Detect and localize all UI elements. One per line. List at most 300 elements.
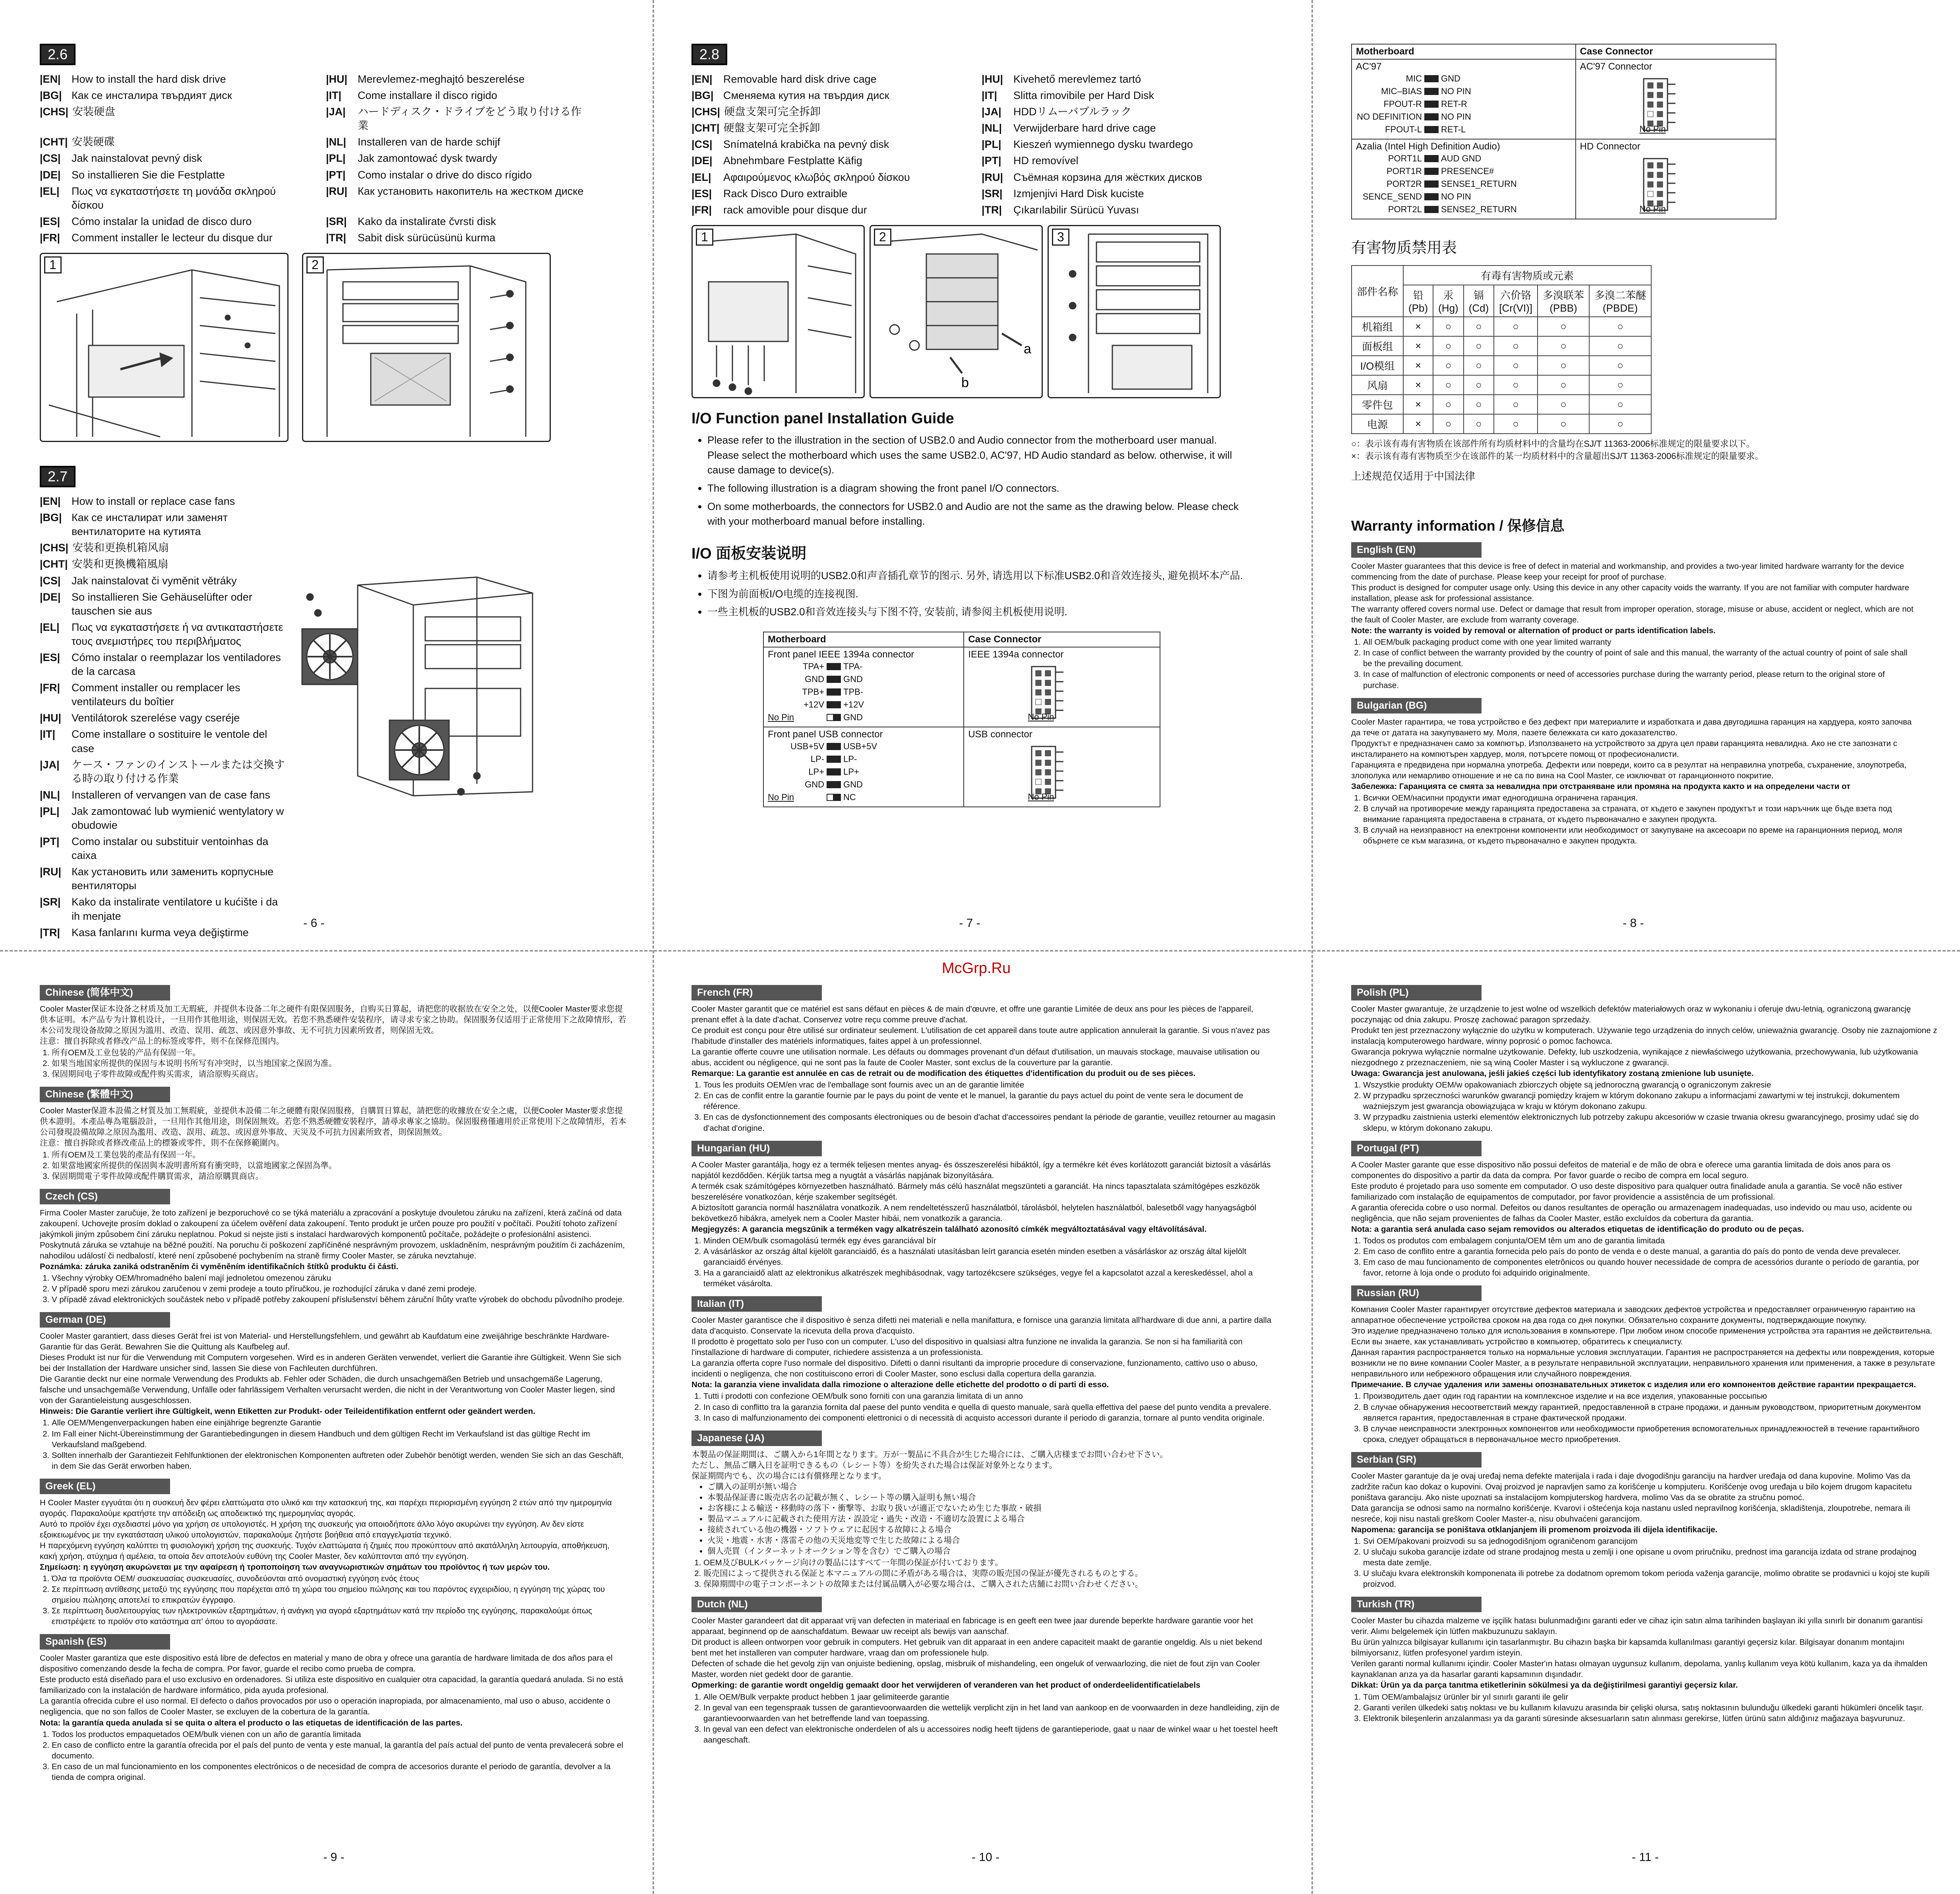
page-9 bbox=[40, 978, 628, 1876]
column-group-header: 有毒有害物质或元素 bbox=[1403, 266, 1651, 285]
warranty-list-item: 1. Tutti i prodotti con confezione OEM/bulk sono forniti con una garanzia limitata di un anno bbox=[703, 1391, 1280, 1402]
lang-label: Kako da instalirate čvrsti disk bbox=[358, 215, 496, 227]
pin-row bbox=[758, 753, 834, 766]
pin-row bbox=[1356, 98, 1431, 110]
warranty-list-item: 2. В случае обнаружения несоответствий между гарантией, предоставленной в стране продажи, и данным руководством, приоритетным документом является гарантия, предоставленная в стране фактической продажи. bbox=[1363, 1402, 1939, 1423]
cell-1394-mb bbox=[763, 647, 964, 727]
lang-item bbox=[40, 681, 286, 709]
warranty-list bbox=[691, 1235, 1280, 1289]
warranty-note: Σημείωση: η εγγύηση ακυρώνεται με την αφαίρεση ή τροποποίηση των αναγνωριστικών σημάτων του προϊόντος ή των μερών του. bbox=[40, 1562, 550, 1572]
pin-icon bbox=[1431, 168, 1439, 175]
warranty-paragraph: 注意：擅自拆除或者修改产品上的标签或零件，则不在保修范围内。 bbox=[40, 1037, 284, 1046]
warranty-paragraph: Verilen garanti normal kullanımı içindir. Cooler Master'ın hatası olmayan uygunsuz kullanım, depolama, yanlış kullanım veya kötü kullanım, kaza ya da ihmalden kaynaklanan arıza ya da hasarlar garanti kapsamının dışındadır. bbox=[1351, 1659, 1927, 1679]
table-cell: ○ bbox=[1464, 336, 1494, 356]
warranty-list bbox=[1351, 1080, 1939, 1133]
pin-label: GND bbox=[1441, 74, 1460, 84]
warranty-bg bbox=[1351, 698, 1915, 847]
no-pin-label: No Pin bbox=[768, 712, 794, 723]
pin-label: GND bbox=[843, 674, 863, 684]
warranty-list-item: 2. En caso de conflicto entre la garantía ofrecida por el país del punto de venta y este manual, la garantía del país actual del punto de venta prevalecerá sobre el documento. bbox=[52, 1740, 628, 1761]
warranty-list-item: 2. V případě sporu mezi zárukou zaručenou v zemi prodeje a touto příručkou, je rozhodující záruka v dané zemi prodeje. bbox=[52, 1283, 628, 1294]
case-plug bbox=[1024, 663, 1111, 722]
lang-label: Rack Disco Duro extraible bbox=[723, 187, 848, 200]
lang-label: Сменяема кутия на твърдия диск bbox=[723, 89, 889, 102]
warranty-list-item: 2. Im Fall einer Nicht-Übereinstimmung der Garantiebedingungen in diesem Handbuch und dem gültigen Recht im Verkaufsland ist das gültige Recht im Verkaufsland maßgebend. bbox=[52, 1429, 628, 1450]
warranty-el bbox=[40, 1479, 628, 1627]
warranty-paragraph: Η Cooler Master εγγυάται ότι η συσκευή δεν φέρει ελαττώματα στο υλικό και την κατασκευή της, και παρέχει περιορισμένη εγγύηση 2 ετών από την ημερομηνία αγοράς. Παρακαλούμε κρατήστε την απόδειξη ως αποδεικτικό της ημερομηνίας αγοράς. bbox=[40, 1498, 612, 1518]
lang-label: Merevlemez-meghajtó beszerelése bbox=[358, 73, 525, 85]
figure-step-number: 1 bbox=[44, 256, 62, 273]
pin-icon bbox=[1424, 193, 1431, 200]
lang-item bbox=[691, 138, 958, 151]
pin-icon bbox=[1424, 180, 1431, 188]
label-a: a bbox=[1024, 341, 1031, 357]
lang-item bbox=[691, 171, 958, 184]
lang-label: HD removível bbox=[1013, 155, 1079, 167]
pin-icon bbox=[834, 688, 841, 696]
lang-item bbox=[40, 805, 286, 832]
pin-icon bbox=[1431, 155, 1439, 162]
table-row bbox=[1352, 356, 1651, 375]
warranty-list-item: 1. Alle OEM/Bulk verpakte product hebben 1 jaar gelimiteerde garantie bbox=[703, 1692, 1280, 1702]
table-cell: ○ bbox=[1589, 375, 1651, 395]
language-header: Dutch (NL) bbox=[691, 1597, 822, 1612]
figure-cage-step-3 bbox=[1048, 225, 1221, 398]
lang-item bbox=[40, 711, 286, 725]
case-plug bbox=[1636, 75, 1723, 134]
lang-label: Snímatelná krabička na pevný disk bbox=[723, 138, 889, 151]
section-number-2-7: 2.7 bbox=[40, 466, 76, 487]
lang-code: |CHT| bbox=[40, 136, 68, 148]
warranty-list-item: 2. W przypadku sprzeczności warunków gwarancji pomiędzy krajem w którym dokonano zakupu a informacjami zawartymi w tej instrukcji, dokumentem ważniejszym jest gwarancja obowiązująca w kraju w którym dokonano zakupu. bbox=[1363, 1090, 1939, 1112]
warranty-note: Nota: la garanzia viene invalidata dalla rimozione o alterazione delle etichette del prodotto o di parti di esso. bbox=[691, 1380, 1109, 1390]
table-cell: ○ bbox=[1589, 395, 1651, 414]
pin-diagram-usb bbox=[768, 740, 959, 804]
language-header: Russian (RU) bbox=[1351, 1285, 1482, 1301]
lang-label: Kivehető merevlemez tartó bbox=[1013, 73, 1141, 85]
warranty-paragraph: The warranty offered covers normal use. Defect or damage that result from improper operation, storage, misuse or abuse, accident or neglect, which are not the fault of Cooler Master, are exclude from warranty coverage. bbox=[1351, 605, 1914, 625]
pin-row bbox=[1431, 98, 1471, 110]
table-cell: ○ bbox=[1464, 375, 1494, 395]
pin-row bbox=[1431, 123, 1471, 136]
lang-label: 安装和更换机箱风扇 bbox=[72, 542, 169, 554]
warranty-list-item: 3. В случай на неизправност на електронни компоненти или необходимост от закупуване на аксесоари по време на гаранционния период, моля обърнете се към магазина, от където първоначално е закупен продукта. bbox=[1363, 825, 1915, 846]
warranty-paragraph: A Cooler Master garantálja, hogy ez a termék teljesen mentes anyag- és összeszerelési hibáktól, így a termékre két éves korlátozott garanciát biztosít a vásárlás napjától kezdődően. Kérjük tartsa meg a nyugtát a vásárlás napjának bizonyítására. bbox=[691, 1160, 1271, 1180]
hazard-rows bbox=[1352, 317, 1651, 434]
lang-label: Jak nainstalovat pevný disk bbox=[72, 152, 202, 165]
warranty-list-item: 1. Minden OEM/bulk csomagolású termék egy éves garanciával bír bbox=[703, 1235, 1280, 1246]
lang-item bbox=[982, 105, 1248, 119]
table-row bbox=[1352, 375, 1651, 395]
pin-row bbox=[1356, 85, 1431, 98]
lang-code: |CHT| bbox=[40, 558, 68, 570]
pin-labels-left bbox=[758, 740, 834, 804]
warranty-paragraph: Dit product is alleen ontworpen voor gebruik in computers. Het gebruik van dit apparaat in een andere capaciteit maakt de garantie ongeldig. Als u niet bekend bent met het installeren van computer hardware, vraag dan om professionele hulp. bbox=[691, 1638, 1262, 1658]
warranty-paragraph: Cooler Master guarantees that this device is free of defect in material and workmanship, and provides a two-year limited hardware warranty for the device commencing from the date of purchase. Please keep your receipt for proof of purchase. bbox=[1351, 562, 1904, 582]
pin-empty-icon bbox=[827, 794, 834, 801]
warranty-paragraph: Продуктът е предназначен само за компютър. Използването на устройството за друга цел прави гаранцията невалидна. Ако не сте запознати с инсталирането на компютърен хардуер, моля, потърсете помощ от професионалисти. bbox=[1351, 739, 1897, 759]
row-label-ac97-case: AC'97 Connector bbox=[1580, 61, 1652, 72]
plug-drawing-hda bbox=[1580, 152, 1772, 217]
warranty-note: Poznámka: záruka zaniká odstraněním či vyměněním identifikačních štítků produktu či části. bbox=[40, 1262, 399, 1271]
warranty-pt bbox=[1351, 1141, 1939, 1279]
warranty-paragraph: Firma Cooler Master zaručuje, že toto zařízení je bezporuchové co se týká materiálu a zpracování a poskytuje dvouletou záruku na zařízení, která začíná od data zakoupení. Uchovejte prosím doklad o zakoupení za účelem ověření data zakoupení. Tento produkt je určen pouze pro použití v počítači. Použití tohoto zařízení jakýmkoli jiným způsobem činí záruku neplatnou. Pokud si nejste jisti s instalací hardwarových komponentů počítače, požádejte o profesionální asistenci. bbox=[40, 1208, 622, 1239]
warranty-note: Remarque: La garantie est annulée en cas de retrait ou de modification des étiquettes d'identification du produit ou de ses pièces. bbox=[691, 1069, 1196, 1078]
warranty-list-item: 3. 保障期間中の電子コンポーネントの故障または付属品購入が必要な場合は、ご購入された店舗にお問い合わせください。 bbox=[703, 1579, 1280, 1590]
warranty-list-item: 2. A vásárláskor az ország által kijelölt garanciaidő, és a használati utasításban leírt garancia esetén minden esetben a vásárláskor az ország által kijelölt garanciaidő érvényes. bbox=[703, 1246, 1280, 1268]
pin-row bbox=[758, 660, 834, 673]
lang-code: |EN| bbox=[40, 73, 61, 85]
lang-item bbox=[691, 89, 958, 103]
pin-icon bbox=[1424, 168, 1431, 175]
lang-item bbox=[40, 788, 286, 802]
label-b: b bbox=[961, 375, 969, 390]
pin-label: USB+5V bbox=[843, 741, 877, 752]
cell-hda-case bbox=[1576, 139, 1776, 219]
pin-row bbox=[1356, 190, 1431, 203]
pin-row bbox=[834, 778, 877, 791]
pin-icon bbox=[834, 743, 841, 750]
lang-code: |DE| bbox=[40, 591, 61, 603]
fold-line-horizontal bbox=[0, 950, 1960, 952]
pin-icon bbox=[834, 756, 841, 763]
pin-icon bbox=[1431, 193, 1439, 200]
lang-label: Kako da instalirate ventilatore u kućište i da ih menjate bbox=[72, 896, 278, 922]
lang-code: |SR| bbox=[982, 187, 1003, 200]
bullet-item: • Please refer to the illustration in the section of USB2.0 and Audio connector from the motherboard user manual. Please select the motherboard which uses the same USB2.0, AC'97, HD Audio standard as below. otherwise, it will cause damage to device(s). bbox=[707, 433, 1248, 478]
sub-list bbox=[691, 1481, 1280, 1557]
pin-icon bbox=[1424, 113, 1431, 120]
pin-label: LP- bbox=[810, 754, 825, 764]
warranty-list-item: 2. In caso di conflitto tra la garanzia fornita dal paese del punto vendita e quella di questo manuale, sarà quella effettiva del paese del punto vendita a prevalere. bbox=[703, 1402, 1280, 1413]
lang-label: Sabit disk sürücüsünü kurma bbox=[358, 231, 496, 244]
column-header-case-connector: Case Connector bbox=[964, 632, 1160, 647]
lang-label: Cómo instalar o reemplazar los ventiladores de la carcasa bbox=[72, 651, 281, 678]
pin-row bbox=[1356, 110, 1431, 123]
lang-label: Comment installer ou remplacer les ventilateurs du boîtier bbox=[72, 682, 240, 708]
pin-label: +12V bbox=[804, 700, 825, 710]
table-cell: ○ bbox=[1589, 336, 1651, 356]
table-cell: ○ bbox=[1538, 395, 1589, 414]
lang-code: |TR| bbox=[326, 231, 347, 244]
pin-icon bbox=[1424, 101, 1431, 108]
lang-code: |CHT| bbox=[691, 122, 720, 134]
row-header-part: 零件包 bbox=[1352, 395, 1403, 414]
row-header-part: 机箱组 bbox=[1352, 317, 1403, 336]
table-cell: ○ bbox=[1464, 317, 1494, 336]
lang-label: How to install or replace case fans bbox=[72, 495, 235, 508]
warranty-note: Opmerking: de garantie wordt ongeldig gemaakt door het verwijderen of veranderen van het product of onderdeelidentificatielabels bbox=[691, 1681, 1201, 1690]
warranty-list-item: 2. U slučaju sukoba garancije izdate od strane prodajnog mesta u zemlji i one opisane u ovom priručniku, prednost ima garancija izdata od strane prodajnog mesta date zemlje. bbox=[1363, 1547, 1939, 1568]
warranty-note: Dikkat: Ürün ya da parça tanıtma etiketlerinin sökülmesi ya da değiştirilmesi garantiyi geçersiz kılar. bbox=[1351, 1681, 1738, 1690]
pin-row bbox=[1431, 152, 1517, 165]
warranty-note: Nota: a garantia será anulada caso sejam removidos ou alterados etiquetas de identificação do produto ou de peças. bbox=[1351, 1224, 1804, 1234]
lang-code: |PL| bbox=[40, 805, 60, 817]
language-header: Greek (EL) bbox=[40, 1479, 170, 1494]
lang-label: Πως να εγκαταστήσετε τη μονάδα σκληρού δίσκου bbox=[72, 185, 276, 211]
pin-icon bbox=[827, 743, 834, 750]
cell-ac97-mb bbox=[1352, 59, 1576, 139]
warranty-paragraph: A termék csak számítógépes környezetben használható. Bármely más célú használat megszünteti a garanciát. Ha nincs tapasztalata számítógépes eszközök beszerelésére vonatkozóan, kérje szakember segítségét. bbox=[691, 1181, 1260, 1202]
lang-label: Çıkarılabilir Sürücü Yuvası bbox=[1013, 204, 1139, 216]
table-cell: ○ bbox=[1494, 336, 1538, 356]
warranty-nl bbox=[691, 1597, 1280, 1745]
column-header-substance: 铅 (Pb) bbox=[1403, 285, 1433, 317]
pin-label: SENSE2_RETURN bbox=[1441, 204, 1517, 215]
warranty-list-item: 2. Σε περίπτωση αντίθεσης μεταξύ της εγγύησης που παρέχεται από τη χώρα του σημείου πώλησης και του παρόντος εγχειριδίου, η εγγύηση της χώρας του σημείου πώλησης αποτελεί το επικρατών έγγραφο. bbox=[52, 1584, 628, 1605]
pin-label: SENSE1_RETURN bbox=[1441, 179, 1517, 189]
lang-code: |HU| bbox=[982, 73, 1003, 85]
hazard-note-2: ×：表示该有毒有害物质至少在该部件的某一均质材料中的含量超出SJ/T 11363-2006标准规定的限量要求。 bbox=[1351, 451, 1764, 461]
pin-icon bbox=[1424, 206, 1431, 213]
lang-code: |RU| bbox=[40, 866, 62, 878]
warranty-paragraph: Компания Cooler Master гарантирует отсутствие дефектов материала и заводских дефектов устройства и предоставляет ограниченную гарантию на аппаратное обеспечение устройства сроком на два года со дня покупки. Обязательно сохраните документы, подтверждающие покупку. bbox=[1351, 1305, 1915, 1325]
warranty-list bbox=[691, 1391, 1280, 1423]
table-cell: ○ bbox=[1464, 356, 1494, 375]
pin-label: +12V bbox=[843, 700, 864, 710]
row-label-usb-case: USB connector bbox=[968, 729, 1032, 740]
warranty-list-item: 2. 如果當地國家所提供的保固與本說明書所寫有衝突時，以當地國家之保固為準。 bbox=[52, 1160, 628, 1171]
pin-icon bbox=[827, 768, 834, 775]
page-7 bbox=[691, 44, 1248, 942]
hazard-note-3: 上述规范仅适用于中国法律 bbox=[1351, 470, 1476, 482]
warranty-list-item: 3. 保固期間電子零件故障或配件購買需求，請洽原購買商店。 bbox=[52, 1171, 628, 1182]
lang-item bbox=[40, 231, 302, 245]
pin-label: GND bbox=[805, 674, 825, 684]
pin-labels-left bbox=[1356, 152, 1431, 216]
warranty-list-item: 3. En caso de un mal funcionamiento en los componentes electrónicos o de necesidad de compra de accesorios durante el periodo de garantía, devolver a la tienda de compra original. bbox=[52, 1761, 628, 1783]
lang-code: |EN| bbox=[691, 73, 713, 85]
pin-row bbox=[1356, 203, 1431, 216]
warranty-paragraph: Гаранцията е предвидена при нормална употреба. Дефекти или повреди, които са в резултат на неправилна употреба, съхранение, злоупотреба, злополука или немарливо отношение и не са по вина на Cool Master, се изключват от гаранционното покритие. bbox=[1351, 760, 1907, 780]
warranty-paragraph: A garantia oferecida cobre o uso normal. Defeitos ou danos resultantes de operação ou armazenagem inadequadas, uso indevido ou mau uso, acidente ou negligência, que não sejam provenientes de falhas da Cooler Master, estão excluídos da cobertura da garantia. bbox=[1351, 1203, 1912, 1223]
lang-item bbox=[326, 89, 588, 103]
lang-label: 安装硬盘 bbox=[72, 106, 116, 118]
warranty-cht bbox=[40, 1087, 628, 1181]
table-cell: ○ bbox=[1494, 414, 1538, 434]
lang-item bbox=[982, 171, 1248, 184]
lang-label: So installieren Sie die Festplatte bbox=[72, 169, 225, 181]
pin-diagram-1394 bbox=[768, 660, 959, 724]
lang-code: |JA| bbox=[40, 758, 60, 771]
warranty-list bbox=[40, 1417, 628, 1471]
page-11 bbox=[1351, 978, 1939, 1876]
bullet-item: • On some motherboards, the connectors for USB2.0 and Audio are not the same as the drawing below. Please check with your motherboard manual before installing. bbox=[707, 499, 1248, 529]
table-cell: ○ bbox=[1494, 375, 1538, 395]
pin-labels-left bbox=[1356, 72, 1431, 136]
lang-label: Ventilátorok szerelése vagy cseréje bbox=[72, 712, 240, 724]
warranty-list-item: 3. In case of malfunction of electronic components or need of accessories purchase during the warranty period, please return to the original store of purchase. bbox=[1363, 669, 1915, 690]
warranty-list-item: 2. 販売国によって提供される保証と本マニュアルの間に矛盾がある場合は、実際の販売国の保証が優先されるものとする。 bbox=[703, 1568, 1280, 1579]
warranty-list-item: 3. Ha a garanciaidő alatt az elektronikus alkatrészek meghibásodnak, vagy tartozékcsere szükséges, vegye fel a kapcsolatot azzal a kereskedéssel, ahol a terméket vásárolta. bbox=[703, 1268, 1280, 1289]
lang-label: Jak nainstalovat či vyměnit větráky bbox=[72, 574, 237, 587]
pin-labels-right bbox=[834, 740, 877, 804]
warranty-it bbox=[691, 1296, 1280, 1423]
pin-icon bbox=[834, 676, 841, 683]
table-cell: ○ bbox=[1433, 414, 1464, 434]
table-cell: ○ bbox=[1433, 317, 1464, 336]
pin-row bbox=[758, 686, 834, 698]
table-cell: × bbox=[1403, 356, 1433, 375]
pin-row bbox=[834, 673, 864, 686]
pin-label: LP+ bbox=[843, 767, 859, 777]
pin-label: PORT1R bbox=[1387, 166, 1422, 176]
no-pin-label: No Pin bbox=[1639, 124, 1666, 134]
table-cell: × bbox=[1403, 317, 1433, 336]
warranty-list bbox=[1351, 1235, 1939, 1278]
fold-line-left bbox=[653, 0, 654, 1894]
lang-item bbox=[40, 620, 286, 648]
pin-label: RET-L bbox=[1441, 124, 1466, 135]
row-header-part: I/O模组 bbox=[1352, 356, 1403, 375]
warranty-list-item: 1. Όλα τα προϊόντα OEM/ συσκευασίας συσκευασίες, συνοδεύονται από ονομαστική εγγύηση ενός έτους bbox=[52, 1573, 628, 1584]
pin-label: MIC–BIAS bbox=[1381, 86, 1422, 97]
warranty-list bbox=[40, 1273, 628, 1305]
pin-row bbox=[758, 673, 834, 686]
warranty-note: Забележка: Гаранцията се смята за невалидна при отстраняване или промяна на продукта както и на определени части от bbox=[1351, 781, 1851, 791]
row-header-part: 风扇 bbox=[1352, 375, 1403, 395]
lang-code: |IT| bbox=[982, 89, 997, 102]
sub-list-item: • 本製品保証書に販売店名の記載が無く、レシート等の購入証明も無い場合 bbox=[707, 1492, 1280, 1503]
pin-label: NC bbox=[843, 792, 856, 803]
warranty-list-item: 1. Todos los productos empaquetados OEM/bulk vienen con un año de garantía limitada bbox=[52, 1729, 628, 1740]
warranty-paragraph: Dieses Produkt ist nur für die Verwendung mit Computern vorgesehen. Wird es in anderen Geräten verwendet, verliert die Garantie ihre Gültigkeit. Wenn Sie sich bei der Installation der Hardware unsicher sind, lassen Sie diese von Fachleuten durchführen. bbox=[40, 1353, 621, 1373]
pin-icon bbox=[827, 663, 834, 670]
table-cell: ○ bbox=[1538, 414, 1589, 434]
lang-item bbox=[40, 557, 286, 571]
lang-label: Как се инсталират или заменят вентилаторите на кутията bbox=[72, 512, 228, 538]
pin-labels-right bbox=[834, 660, 864, 724]
lang-code: |DE| bbox=[40, 169, 61, 181]
warranty-paragraph: Cooler Master gwarantuje, że urządzenie to jest wolne od wszelkich defektów materiałowych oraz w wykonaniu i oferuje dwu-letnią, ograniczoną gwarancję poczynając od dnia zakupu. Proszę zachować paragon sprzedaży. bbox=[1351, 1004, 1911, 1025]
warranty-paragraph: Produkt ten jest przeznaczony wyłącznie do użytku w komputerach. Używanie tego urządzenia do innych celów, unieważnia gwarancję. Osoby nie zaznajomione z instalacją komputerowego hardware, winny poprosić o pomoc fachowca. bbox=[1351, 1026, 1937, 1046]
warranty-paragraph: Cooler Master гарантира, че това устройство е без дефект при материалите и изработката и дава двугодишна гаранция на хардуера, която започва да тече от датата на закупуването му. Моля, пазете бележката си като доказателство. bbox=[1351, 717, 1912, 737]
lang-item bbox=[691, 187, 958, 201]
table-cell: ○ bbox=[1538, 375, 1589, 395]
warranty-paragraph: La garantie offerte couvre une utilisation normale. Les défauts ou dommages provenant d'un défaut d'utilisation, un mauvais stockage, mauvaise utilisation ou abus, accident ou négligence, qui ne sont pas la faute de Cooler Master, sont exclus de la couverture par la garantie. bbox=[691, 1047, 1260, 1068]
lang-item bbox=[982, 138, 1248, 151]
pin-row bbox=[1356, 72, 1431, 85]
warranty-list bbox=[40, 1573, 628, 1627]
warranty-paragraph: Data garancija se odnosi samo na normalno korišćenje. Kvarovi i oštećenja koja nastanu usled nepravilnog korišćenja, skladištenja, zloupotrebe, nemara ili nesreće, koji nisu nastali greškom Cooler Master-a, nisu obuhvaćeni garancijom. bbox=[1351, 1503, 1910, 1524]
sub-list-item: • 接続されている他の機器・ソフトウェアに起因する故障による場合 bbox=[707, 1524, 1280, 1535]
warranty-paragraph: A biztosított garancia normál használatra vonatkozik. A nem rendeltetésszerű használatból, tárolásból, helytelen használatból, balesetből vagy hanyagságból bekövetkező hibákra, amelyek nem a Cooler Master hibái, nem vonatkozik a garancia. bbox=[691, 1203, 1257, 1223]
pin-row bbox=[1431, 72, 1471, 85]
pin-row bbox=[834, 766, 877, 778]
warranty-list bbox=[691, 1557, 1280, 1590]
pin-row bbox=[758, 698, 834, 711]
lang-label: Kieszeń wymiennego dysku twardego bbox=[1013, 138, 1193, 151]
warranty-paragraph: Это изделие предназначено только для использования в компьютере. При любом ином способе применения устройства эта гарантия не действительна. Если вы знаете, как устанавливать устройство в компьютер, обратитесь к специалисту. bbox=[1351, 1326, 1933, 1347]
pin-label: FPOUT-R bbox=[1383, 99, 1422, 109]
figure-row-2-6 bbox=[40, 253, 588, 442]
pin-label: TPA+ bbox=[803, 661, 825, 672]
warranty-paragraph: Die Garantie deckt nur eine normale Verwendung des Produkts ab. Fehler oder Schäden, die durch unsachgemäßen Betrieb und unsachgemäße Lagerung, falsche und unsachgemäße Verwendung, Unfälle oder fahrlässigem Verhalten verursacht werden, die nicht in der Verantwortung von Cooler Master liegen, sind von der Garantieleistung ausgeschlossen. bbox=[40, 1374, 615, 1405]
table-cell: × bbox=[1403, 336, 1433, 356]
lang-code: |PL| bbox=[982, 138, 1001, 151]
column-header-substance: 镉 (Cd) bbox=[1464, 285, 1494, 317]
sub-list-item: • ご購入の証明が無い場合 bbox=[707, 1481, 1280, 1492]
warranty-paragraph: 注意：擅自拆除或者修改產品上的標簽或零件，則不在保修範圍內。 bbox=[40, 1138, 284, 1148]
lang-item bbox=[691, 121, 958, 135]
lang-label: 安裝和更換機箱風扇 bbox=[72, 558, 168, 570]
lang-label: Cómo instalar la unidad de disco duro bbox=[72, 215, 252, 227]
lang-item bbox=[40, 727, 286, 755]
table-row bbox=[1352, 336, 1651, 356]
warranty-list-item: 2. Em caso de conflito entre a garantia fornecida pelo país do ponto de venda e o deste manual, a garantia do país do ponto de venda deve prevalecer. bbox=[1363, 1246, 1939, 1257]
pin-row bbox=[1356, 178, 1431, 190]
lang-label: HDDリムーバブルラック bbox=[1013, 106, 1132, 118]
warranty-list bbox=[1351, 793, 1915, 846]
lang-code: |BG| bbox=[691, 89, 714, 102]
lang-code: |CS| bbox=[691, 138, 713, 151]
lang-label: Как се инсталира твърдият диск bbox=[72, 89, 232, 102]
cage-illustration-3 bbox=[1049, 226, 1220, 397]
language-header: German (DE) bbox=[40, 1312, 170, 1328]
bullet-item: • 下图为前面板I/O电缆的连接视图. bbox=[707, 587, 1248, 602]
sub-list-item: • 火災・地震・水害・落雷その他の天災地変等で生じた故障による場合 bbox=[707, 1535, 1280, 1546]
pin-labels-left bbox=[758, 660, 834, 724]
cage-illustration-2 bbox=[871, 226, 1042, 397]
bullet-item: • 一些主机板的USB2.0和音效连接头与下图不符, 安装前, 请参阅主机板使用说明. bbox=[707, 605, 1248, 620]
lang-list-2-8 bbox=[691, 72, 1248, 217]
column-header-substance: 六价铬 [Cr(VI)] bbox=[1494, 285, 1538, 317]
pin-icon bbox=[827, 676, 834, 683]
pin-row bbox=[1431, 165, 1517, 178]
warranty-paragraph: Gwarancja pokrywa wyłącznie normalne użytkowanie. Defekty, lub uszkodzenia, wynikające z niewłaściwego użytkowania, przechowywania, lub użytkowania niezgodnego z przeznaczeniem, nie są winą Cooler Master i są wykluczone z gwarancji. bbox=[1351, 1047, 1918, 1068]
figure-cage-step-2 bbox=[870, 225, 1043, 398]
lang-label: Installeren of vervangen van de case fans bbox=[72, 789, 270, 801]
warranty-list bbox=[691, 1080, 1280, 1133]
table-row bbox=[1352, 414, 1651, 434]
warranty-paragraph: Defecten of schade die het gevolg zijn van onjuiste bediening, opslag, misbruik of mishandeling, een ongeluk of verwaarlozing, die niet de fout zijn van Cooler Master, worden niet gedekt door de garantie. bbox=[691, 1659, 1260, 1679]
warranty-list bbox=[1351, 1536, 1939, 1590]
warranty-paragraph: Cooler Master保证本设备之材质及加工无瑕疵，并提供本设备二年之硬件有限保固服务，自购买日算起，请把您的收据放在安全之处，以便Cooler Master要求您提供本证明。本产品专为计算机设计，一旦用作其他用途，则保固无效。若您不熟悉硬件安装程序，请寻求专家之协助。保固服务仅适用于正常使用下之故障情形，若本公司发现设备故障之原因为滥用、改造、误用、疏忽、或因意外事故、无不可抗力因素所致者，则保固无效。 bbox=[40, 1004, 626, 1035]
lang-list-2-6 bbox=[40, 72, 588, 245]
lang-code: |IT| bbox=[326, 89, 342, 102]
page-8 bbox=[1351, 44, 1915, 942]
section-number-2-6: 2.6 bbox=[40, 44, 76, 65]
pin-icon bbox=[834, 701, 841, 708]
lang-code: |EL| bbox=[691, 171, 711, 183]
language-header: Bulgarian (BG) bbox=[1351, 698, 1482, 713]
column-header-motherboard: Motherboard bbox=[763, 632, 964, 647]
warranty-paragraph: Este produto é projetado para uso somente em computador. O uso deste dispositivo para qualquer outra finalidade anula a garantia. Se você não estiver familiarizado com instalação de equipamentos de computador, por favor providencie a assistência de um profissional. bbox=[1351, 1181, 1902, 1202]
row-label-usb: Front panel USB connector bbox=[768, 729, 883, 740]
lang-item bbox=[40, 590, 286, 618]
lang-code: |ES| bbox=[40, 651, 60, 663]
warranty-chs bbox=[40, 985, 628, 1080]
page-number: - 7 - bbox=[959, 917, 980, 930]
language-header: Czech (CS) bbox=[40, 1189, 170, 1204]
warranty-list-item: 1. Všechny výrobky OEM/hromadného balení mají jednoletou omezenou záruku bbox=[52, 1273, 628, 1283]
column-header-motherboard: Motherboard bbox=[1352, 44, 1576, 59]
lang-item bbox=[691, 72, 958, 86]
lang-item bbox=[40, 105, 302, 133]
lang-item bbox=[40, 215, 302, 229]
lang-item bbox=[982, 187, 1248, 201]
warranty-list-item: 2. В случай на противоречие между гаранцията предоставена за страната, от където е закупен продуктът и този наръчник ще бъде взета под внимание гаранцията предоставена в страната, от където първоначално е закупен продукта. bbox=[1363, 803, 1915, 825]
lang-code: |CS| bbox=[40, 152, 61, 165]
language-header: Chinese (繁體中文) bbox=[40, 1087, 170, 1102]
io-guide-bullets bbox=[691, 433, 1248, 529]
figure-cage-step-1 bbox=[691, 225, 865, 398]
pin-label: PORT1L bbox=[1388, 153, 1422, 164]
warranty-paragraph: Cooler Master garantit que ce matériel est sans défaut en pièces & de main d'œuvre, et offre une garantie Limitée de deux ans pour les pièces de l'appareil, prenant effet à la date d'achat. Conservez votre reçu comme preuve d'achat. bbox=[691, 1004, 1253, 1025]
lang-code: |RU| bbox=[982, 171, 1003, 183]
watermark: McGrp.Ru bbox=[942, 960, 1011, 977]
cell-usb-case bbox=[964, 727, 1160, 807]
